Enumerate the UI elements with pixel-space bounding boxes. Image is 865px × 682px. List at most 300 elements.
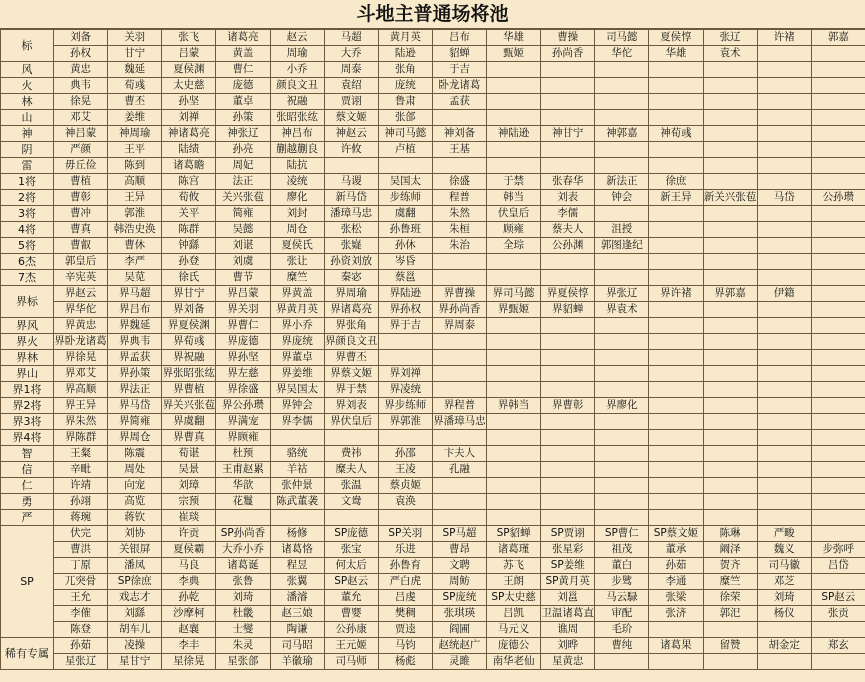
general-name-cell: 吕虔 [378,590,432,606]
general-name-cell: 公孙渊 [541,238,595,254]
general-name-cell [649,398,703,414]
general-name-cell: 董承 [649,542,703,558]
general-name-cell: 界徐盛 [216,382,270,398]
table-row [1,270,865,286]
general-name-cell: 沮授 [595,222,649,238]
general-name-cell: 界徐晃 [54,350,108,366]
general-name-cell: 新马岱 [324,190,378,206]
general-name-cell: 魏延 [108,62,162,78]
table-row [1,462,865,478]
general-name-cell: 曹洪 [54,542,108,558]
general-name-cell: 神甘宁 [541,126,595,142]
general-name-cell [703,350,757,366]
general-name-cell [757,462,811,478]
general-name-cell [703,462,757,478]
general-name-cell: 神荀彧 [649,126,703,142]
general-name-cell: 于吉 [432,62,486,78]
general-name-cell: 骆统 [270,446,324,462]
general-name-cell: 吕蒙 [162,46,216,62]
general-name-cell [757,238,811,254]
general-name-cell [811,238,865,254]
general-name-cell: 界关羽 [216,302,270,318]
general-name-cell: 李通 [649,574,703,590]
general-name-cell: 关平 [162,206,216,222]
general-name-cell: 马良 [162,558,216,574]
general-name-cell: 徐庶 [649,174,703,190]
general-name-cell: 界满宠 [216,414,270,430]
general-name-cell: 大乔 [324,46,378,62]
general-name-cell: 许褚 [757,30,811,46]
category-label: 界2将 [1,398,54,414]
general-name-cell [649,238,703,254]
general-name-cell: 于禁 [487,174,541,190]
general-name-cell: 郭图逢纪 [595,238,649,254]
general-name-cell [487,414,541,430]
general-name-cell [595,94,649,110]
general-name-cell: 李典 [162,574,216,590]
general-name-cell: 界曹仁 [216,318,270,334]
general-name-cell: 神吕蒙 [54,126,108,142]
general-name-cell: 夏侯霸 [162,542,216,558]
general-name-cell: 庞德公 [487,638,541,654]
general-name-cell: 王朗 [487,574,541,590]
general-name-cell: 胡金定 [757,638,811,654]
general-name-cell: 孙策 [216,110,270,126]
general-name-cell: 界王异 [54,398,108,414]
general-name-cell: 界庞德 [216,334,270,350]
general-name-cell: 界朱然 [54,414,108,430]
general-name-cell [487,270,541,286]
general-name-cell: 孙翊 [54,494,108,510]
general-name-cell: 韩浩史涣 [108,222,162,238]
general-name-cell: 界马超 [108,286,162,302]
general-name-cell: 南华老仙 [487,654,541,670]
category-label: 火 [1,78,54,94]
general-name-cell: 赵云 [270,30,324,46]
general-name-cell: 沙摩柯 [162,606,216,622]
category-label: 阴 [1,142,54,158]
general-name-cell [811,254,865,270]
general-name-cell [649,510,703,526]
general-name-cell [324,430,378,446]
general-name-cell: 界廖化 [595,398,649,414]
table-row [1,206,865,222]
general-name-cell [703,206,757,222]
general-name-cell: 糜竺 [270,270,324,286]
general-name-cell [757,446,811,462]
general-name-cell: 界孙策 [108,366,162,382]
general-name-cell: 王凌 [378,462,432,478]
general-name-cell: 阎圃 [432,622,486,638]
general-name-cell: 王基 [432,142,486,158]
general-name-cell: 向宠 [108,478,162,494]
general-name-cell: 界曹操 [432,286,486,302]
general-name-cell [649,382,703,398]
category-label: 界风 [1,318,54,334]
general-name-cell [378,334,432,350]
general-name-cell: 界关兴张苞 [162,398,216,414]
general-name-cell [703,158,757,174]
general-name-cell: 张梁 [649,590,703,606]
general-name-cell: 界韩当 [487,398,541,414]
general-name-cell: 界孙尚香 [432,302,486,318]
table-row [1,110,865,126]
general-name-cell [649,478,703,494]
general-name-cell [432,334,486,350]
general-name-cell: 孙鲁班 [378,222,432,238]
general-name-cell: 严白虎 [378,574,432,590]
general-name-cell [811,382,865,398]
general-name-cell: 凌统 [270,174,324,190]
general-name-cell: 界黄忠 [54,318,108,334]
general-name-cell: 界夏侯惇 [541,286,595,302]
general-name-cell: 诸葛瞻 [162,158,216,174]
general-name-cell [649,654,703,670]
general-name-cell [811,478,865,494]
table-row [1,590,865,606]
general-name-cell [487,94,541,110]
general-name-cell: 卞夫人 [432,446,486,462]
general-name-cell: SP马超 [432,526,486,542]
table-row [1,366,865,382]
general-name-cell [649,350,703,366]
table-row [1,494,865,510]
general-name-cell [487,510,541,526]
general-name-cell: 蒋琬 [54,510,108,526]
general-name-cell: 李傕 [54,606,108,622]
general-name-cell [703,494,757,510]
general-name-cell: 高顺 [108,174,162,190]
general-name-cell: 孙乾 [162,590,216,606]
general-name-cell: 刘璋 [162,478,216,494]
general-name-cell: 界邓艾 [54,366,108,382]
general-name-cell: 王元姬 [324,638,378,654]
general-name-cell [595,366,649,382]
general-name-cell: 星黄忠 [541,654,595,670]
category-label: 界4将 [1,430,54,446]
general-name-cell: 花鬘 [216,494,270,510]
general-name-cell: 新法正 [595,174,649,190]
general-name-cell: 司马昭 [270,638,324,654]
general-name-cell [541,270,595,286]
general-name-cell: 戏志才 [108,590,162,606]
general-name-cell: 界孙权 [378,302,432,318]
general-name-cell: 星张辽 [54,654,108,670]
general-name-cell [649,94,703,110]
general-name-cell: 伊籍 [757,286,811,302]
general-name-cell: 杨仪 [757,606,811,622]
general-name-cell: 乐进 [378,542,432,558]
general-name-cell: 伏皇后 [487,206,541,222]
general-name-cell: 神赵云 [324,126,378,142]
general-name-cell: 文鸯 [324,494,378,510]
general-name-cell: 胡车儿 [108,622,162,638]
general-name-cell [541,414,595,430]
general-name-cell: 卫温诸葛直 [541,606,595,622]
general-name-cell: SP徐庶 [108,574,162,590]
general-name-cell [811,366,865,382]
table-row [1,510,865,526]
general-name-cell: 界孟获 [108,350,162,366]
general-name-cell: 朱然 [432,206,486,222]
general-name-cell [811,334,865,350]
general-name-cell [703,622,757,638]
general-name-cell [649,142,703,158]
general-name-cell: 神吕布 [270,126,324,142]
category-label: 界山 [1,366,54,382]
general-name-cell: 荀谌 [162,446,216,462]
general-name-cell: 曹丕 [108,94,162,110]
general-name-cell: SP孙尚香 [216,526,270,542]
general-pool-table [0,29,865,670]
general-name-cell [595,334,649,350]
general-name-cell: 董白 [595,558,649,574]
general-name-cell [757,654,811,670]
general-name-cell: 徐盛 [432,174,486,190]
table-row [1,174,865,190]
general-name-cell [811,574,865,590]
general-name-cell: 糜夫人 [324,462,378,478]
table-row [1,654,865,670]
general-name-cell: 华歆 [216,478,270,494]
general-name-cell: 甄姬 [487,46,541,62]
category-label: 信 [1,462,54,478]
general-name-cell: 马元义 [487,622,541,638]
general-name-cell [487,158,541,174]
general-name-cell: 刘封 [270,206,324,222]
category-label: 勇 [1,494,54,510]
category-label: 界1将 [1,382,54,398]
general-name-cell: 界郭淮 [378,414,432,430]
general-name-cell [811,430,865,446]
general-name-cell [649,462,703,478]
general-name-cell [649,430,703,446]
general-name-cell: 司马徽 [757,558,811,574]
general-name-cell [757,46,811,62]
general-name-cell: 界钟会 [270,398,324,414]
general-name-cell: 朱桓 [432,222,486,238]
general-name-cell: 留赞 [703,638,757,654]
general-name-cell: 董允 [324,590,378,606]
general-name-cell: 孙资刘放 [324,254,378,270]
general-name-cell [703,398,757,414]
general-name-cell [703,654,757,670]
general-name-cell: 界吕布 [108,302,162,318]
general-name-cell: 界步练师 [378,398,432,414]
general-name-cell: 荀攸 [162,190,216,206]
general-name-cell [432,510,486,526]
table-row [1,638,865,654]
general-name-cell [649,110,703,126]
general-name-cell [487,334,541,350]
general-name-cell [811,270,865,286]
general-name-cell: 马谡 [324,174,378,190]
general-name-cell [541,318,595,334]
general-name-cell [487,478,541,494]
general-name-cell: 袁涣 [378,494,432,510]
category-label: 1将 [1,174,54,190]
general-name-cell [541,446,595,462]
general-name-cell: 太史慈 [162,78,216,94]
general-name-cell: 赵统赵广 [432,638,486,654]
general-name-cell: 马岱 [757,190,811,206]
general-name-cell: 黄盖 [216,46,270,62]
general-name-cell [811,494,865,510]
general-name-cell: 界于禁 [324,382,378,398]
general-name-cell: 周鲂 [432,574,486,590]
general-name-cell: 颜良文丑 [270,78,324,94]
general-name-cell [703,174,757,190]
general-name-cell: 诸葛诞 [216,558,270,574]
general-name-cell [757,158,811,174]
general-name-cell: 廖化 [270,190,324,206]
general-name-cell: 张星彩 [541,542,595,558]
general-name-cell: 界于吉 [378,318,432,334]
table-row [1,30,865,46]
general-name-cell [811,302,865,318]
general-name-cell [487,462,541,478]
general-name-cell [703,414,757,430]
general-name-cell [703,446,757,462]
general-name-cell [595,206,649,222]
general-name-cell: 杜预 [216,446,270,462]
general-name-cell: 魏义 [757,542,811,558]
general-name-cell [703,62,757,78]
general-name-cell: SP关羽 [378,526,432,542]
general-name-cell [595,446,649,462]
category-label: 5将 [1,238,54,254]
general-name-cell [541,350,595,366]
general-name-cell: 许攸 [324,142,378,158]
general-name-cell [595,78,649,94]
general-name-cell: 贾逵 [378,622,432,638]
general-name-cell [487,350,541,366]
general-name-cell [703,78,757,94]
general-name-cell: 审配 [595,606,649,622]
category-label: SP [1,526,54,638]
table-row [1,622,865,638]
table-row [1,334,865,350]
general-name-cell [487,78,541,94]
general-name-cell: 王甫赵累 [216,462,270,478]
general-name-cell: 界程普 [432,398,486,414]
general-name-cell: 刘琦 [216,590,270,606]
table-row [1,238,865,254]
general-name-cell: 祝融 [270,94,324,110]
general-name-cell [378,350,432,366]
general-name-cell: 步弥呼 [811,542,865,558]
general-name-cell: 孙亮 [216,142,270,158]
table-row [1,158,865,174]
general-name-cell: 界魏延 [108,318,162,334]
general-name-cell: 张仲景 [270,478,324,494]
general-name-cell [757,430,811,446]
general-name-cell: 界貂蝉 [541,302,595,318]
general-name-cell: 庞德 [216,78,270,94]
general-name-cell: 樊稠 [378,606,432,622]
general-name-cell: 孙坚 [162,94,216,110]
general-name-cell: 界典韦 [108,334,162,350]
general-name-cell: 卢植 [378,142,432,158]
general-name-cell: 孙休 [378,238,432,254]
general-name-cell: 岑昏 [378,254,432,270]
general-name-cell: 界曹彰 [541,398,595,414]
general-name-cell: SP蔡文姬 [649,526,703,542]
general-name-cell: SP曹仁 [595,526,649,542]
general-name-cell: 秦宓 [324,270,378,286]
general-name-cell: 曹操 [541,30,595,46]
general-name-cell: 神周瑜 [108,126,162,142]
general-name-cell: 毋丘俭 [54,158,108,174]
general-name-cell [811,462,865,478]
general-name-cell: 神司马懿 [378,126,432,142]
general-name-cell [703,126,757,142]
general-name-cell: 张角 [378,62,432,78]
general-name-cell: 赵三娘 [270,606,324,622]
general-name-cell [595,494,649,510]
general-name-cell [703,430,757,446]
general-name-cell [811,526,865,542]
general-name-cell [270,430,324,446]
general-name-cell [595,510,649,526]
general-name-cell: 杨彪 [378,654,432,670]
general-name-cell: 刘晔 [541,638,595,654]
general-name-cell [811,78,865,94]
table-row [1,478,865,494]
general-name-cell: 庞统 [378,78,432,94]
general-name-cell [811,414,865,430]
general-name-cell [757,126,811,142]
general-name-cell: 郭皇后 [54,254,108,270]
general-name-cell: 周妃 [216,158,270,174]
general-name-cell: 赵襄 [162,622,216,638]
general-name-cell [811,286,865,302]
general-name-cell [595,382,649,398]
general-name-cell [541,494,595,510]
category-label: 3将 [1,206,54,222]
general-name-cell: 程昱 [270,558,324,574]
general-name-cell: 刘备 [54,30,108,46]
general-name-cell [757,174,811,190]
general-name-cell [541,94,595,110]
general-name-cell [703,302,757,318]
general-name-cell [432,254,486,270]
general-name-cell [649,334,703,350]
general-name-cell [432,366,486,382]
general-name-cell: 神刘备 [432,126,486,142]
general-name-cell [757,414,811,430]
general-name-cell: 郭淮 [108,206,162,222]
general-name-cell [541,62,595,78]
general-name-cell: 简雍 [216,206,270,222]
general-name-cell: 费祎 [324,446,378,462]
general-name-cell: 星张郃 [216,654,270,670]
general-name-cell: 陆抗 [270,158,324,174]
general-name-cell [487,494,541,510]
general-name-cell: 羊徽瑜 [270,654,324,670]
general-name-cell: 界郭嘉 [703,286,757,302]
table-row [1,382,865,398]
general-name-cell: 神郭嘉 [595,126,649,142]
general-name-cell: 周泰 [324,62,378,78]
general-name-cell [757,622,811,638]
general-name-cell: 诸葛亮 [216,30,270,46]
general-name-cell: 许贡 [162,526,216,542]
general-name-cell: 吴国太 [378,174,432,190]
general-name-cell [703,142,757,158]
general-name-cell: 曹叡 [54,238,108,254]
general-name-cell: SP庞统 [432,590,486,606]
